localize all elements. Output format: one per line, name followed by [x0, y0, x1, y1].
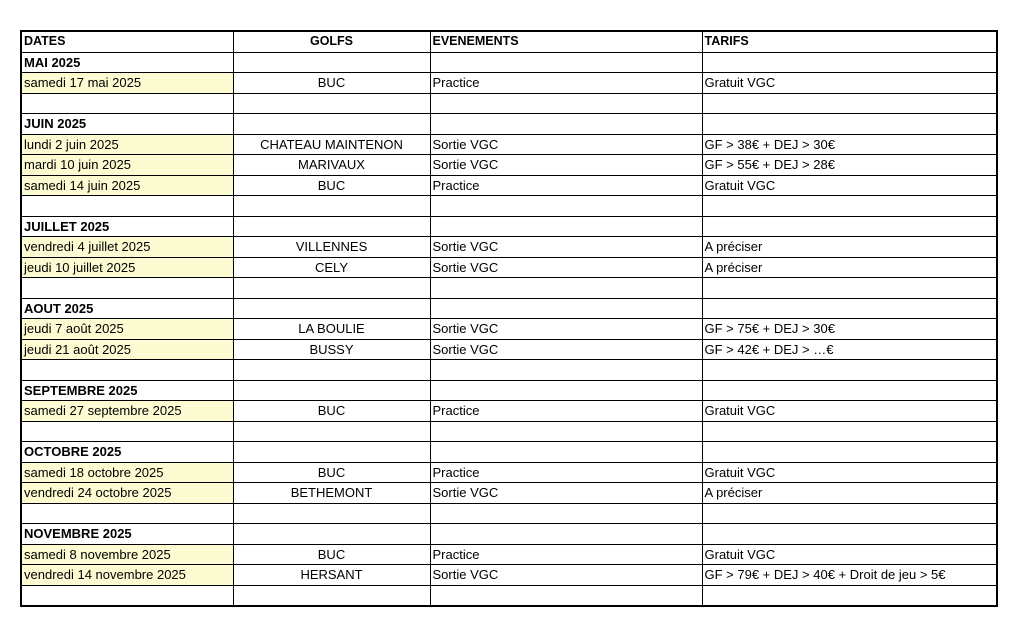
event-date: mardi 10 juin 2025: [21, 155, 233, 176]
empty-cell: [430, 216, 702, 237]
empty-cell: [233, 360, 430, 381]
event-row: [21, 401, 997, 422]
empty-cell: [233, 298, 430, 319]
header-dates: DATES: [21, 31, 233, 52]
month-row: [21, 216, 997, 237]
event-tariff: Gratuit VGC: [702, 462, 997, 483]
event-tariff: GF > 55€ + DEJ > 28€: [702, 155, 997, 176]
event-golf: BUC: [233, 544, 430, 565]
event-golf: BUC: [233, 175, 430, 196]
empty-cell: [702, 503, 997, 524]
empty-cell: [233, 585, 430, 606]
empty-cell: [21, 503, 233, 524]
empty-cell: [702, 93, 997, 114]
event-row: [21, 155, 997, 176]
event-golf: MARIVAUX: [233, 155, 430, 176]
event-type: Sortie VGC: [430, 134, 702, 155]
empty-cell: [702, 216, 997, 237]
empty-cell: [233, 114, 430, 135]
month-row: [21, 442, 997, 463]
month-label: MAI 2025: [21, 52, 233, 73]
event-golf: BETHEMONT: [233, 483, 430, 504]
empty-cell: [430, 196, 702, 217]
blank-row: [21, 196, 997, 217]
event-row: [21, 134, 997, 155]
event-tariff: A préciser: [702, 257, 997, 278]
blank-row: [21, 503, 997, 524]
event-date: samedi 27 septembre 2025: [21, 401, 233, 422]
empty-cell: [21, 421, 233, 442]
event-type: Sortie VGC: [430, 155, 702, 176]
month-row: [21, 298, 997, 319]
schedule-table: [20, 30, 998, 607]
empty-cell: [702, 196, 997, 217]
empty-cell: [430, 380, 702, 401]
event-golf: CHATEAU MAINTENON: [233, 134, 430, 155]
month-label: OCTOBRE 2025: [21, 442, 233, 463]
event-date: samedi 8 novembre 2025: [21, 544, 233, 565]
empty-cell: [21, 360, 233, 381]
event-row: [21, 544, 997, 565]
event-tariff: A préciser: [702, 237, 997, 258]
event-type: Practice: [430, 544, 702, 565]
empty-cell: [430, 442, 702, 463]
event-row: [21, 483, 997, 504]
blank-row: [21, 360, 997, 381]
empty-cell: [430, 93, 702, 114]
event-tariff: GF > 79€ + DEJ > 40€ + Droit de jeu > 5€: [702, 565, 997, 586]
event-date: vendredi 14 novembre 2025: [21, 565, 233, 586]
schedule-body: [21, 52, 997, 606]
event-date: jeudi 7 août 2025: [21, 319, 233, 340]
month-label: NOVEMBRE 2025: [21, 524, 233, 545]
event-type: Practice: [430, 73, 702, 94]
empty-cell: [233, 524, 430, 545]
blank-row: [21, 585, 997, 606]
header-golfs: GOLFS: [233, 31, 430, 52]
event-type: Sortie VGC: [430, 319, 702, 340]
month-row: [21, 114, 997, 135]
empty-cell: [21, 196, 233, 217]
event-row: [21, 237, 997, 258]
event-golf: LA BOULIE: [233, 319, 430, 340]
empty-cell: [233, 93, 430, 114]
empty-cell: [702, 380, 997, 401]
event-golf: CELY: [233, 257, 430, 278]
empty-cell: [702, 360, 997, 381]
event-type: Sortie VGC: [430, 339, 702, 360]
empty-cell: [430, 360, 702, 381]
event-golf: BUC: [233, 401, 430, 422]
event-tariff: GF > 75€ + DEJ > 30€: [702, 319, 997, 340]
empty-cell: [430, 278, 702, 299]
event-date: jeudi 21 août 2025: [21, 339, 233, 360]
event-date: lundi 2 juin 2025: [21, 134, 233, 155]
event-golf: BUC: [233, 462, 430, 483]
empty-cell: [233, 52, 430, 73]
event-type: Practice: [430, 462, 702, 483]
empty-cell: [233, 442, 430, 463]
empty-cell: [430, 114, 702, 135]
event-tariff: Gratuit VGC: [702, 401, 997, 422]
event-tariff: Gratuit VGC: [702, 175, 997, 196]
empty-cell: [702, 421, 997, 442]
month-label: JUIN 2025: [21, 114, 233, 135]
month-label: JUILLET 2025: [21, 216, 233, 237]
month-label: SEPTEMBRE 2025: [21, 380, 233, 401]
empty-cell: [702, 524, 997, 545]
empty-cell: [233, 421, 430, 442]
event-date: samedi 17 mai 2025: [21, 73, 233, 94]
blank-row: [21, 93, 997, 114]
empty-cell: [233, 503, 430, 524]
event-type: Sortie VGC: [430, 237, 702, 258]
event-tariff: Gratuit VGC: [702, 544, 997, 565]
event-date: vendredi 4 juillet 2025: [21, 237, 233, 258]
event-type: Sortie VGC: [430, 257, 702, 278]
empty-cell: [21, 585, 233, 606]
empty-cell: [430, 503, 702, 524]
event-type: Sortie VGC: [430, 483, 702, 504]
event-row: [21, 462, 997, 483]
event-date: vendredi 24 octobre 2025: [21, 483, 233, 504]
empty-cell: [702, 52, 997, 73]
event-row: [21, 339, 997, 360]
empty-cell: [430, 585, 702, 606]
empty-cell: [233, 216, 430, 237]
header-tariffs: TARIFS: [702, 31, 997, 52]
empty-cell: [233, 278, 430, 299]
empty-cell: [430, 298, 702, 319]
empty-cell: [233, 380, 430, 401]
event-golf: BUC: [233, 73, 430, 94]
empty-cell: [702, 114, 997, 135]
empty-cell: [430, 524, 702, 545]
empty-cell: [21, 278, 233, 299]
header-events: EVENEMENTS: [430, 31, 702, 52]
empty-cell: [430, 421, 702, 442]
empty-cell: [21, 93, 233, 114]
month-row: [21, 524, 997, 545]
month-label: AOUT 2025: [21, 298, 233, 319]
event-golf: BUSSY: [233, 339, 430, 360]
empty-cell: [702, 585, 997, 606]
event-row: [21, 257, 997, 278]
event-tariff: Gratuit VGC: [702, 73, 997, 94]
event-row: [21, 565, 997, 586]
empty-cell: [702, 442, 997, 463]
event-tariff: GF > 38€ + DEJ > 30€: [702, 134, 997, 155]
event-tariff: GF > 42€ + DEJ > …€: [702, 339, 997, 360]
event-row: [21, 73, 997, 94]
event-type: Practice: [430, 175, 702, 196]
event-tariff: A préciser: [702, 483, 997, 504]
event-type: Practice: [430, 401, 702, 422]
event-date: samedi 18 octobre 2025: [21, 462, 233, 483]
event-golf: HERSANT: [233, 565, 430, 586]
event-row: [21, 319, 997, 340]
event-row: [21, 175, 997, 196]
event-date: jeudi 10 juillet 2025: [21, 257, 233, 278]
month-row: [21, 380, 997, 401]
event-golf: VILLENNES: [233, 237, 430, 258]
event-date: samedi 14 juin 2025: [21, 175, 233, 196]
empty-cell: [233, 196, 430, 217]
empty-cell: [430, 52, 702, 73]
blank-row: [21, 278, 997, 299]
header-row: [21, 31, 997, 52]
empty-cell: [702, 298, 997, 319]
event-type: Sortie VGC: [430, 565, 702, 586]
month-row: [21, 52, 997, 73]
empty-cell: [702, 278, 997, 299]
blank-row: [21, 421, 997, 442]
